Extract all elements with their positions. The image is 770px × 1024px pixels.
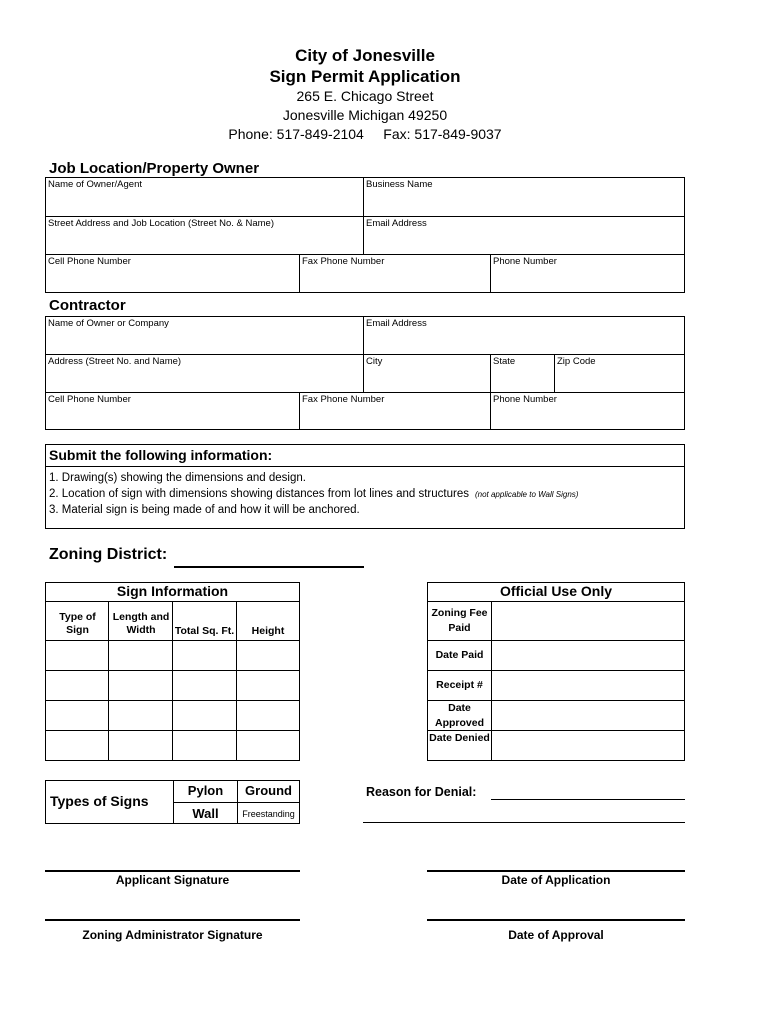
sign-cell[interactable]	[108, 640, 173, 671]
contractor-phone-field[interactable]	[490, 392, 685, 430]
reason-line-1[interactable]	[491, 799, 685, 800]
sign-col-height-label: Height	[251, 625, 285, 637]
pylon-label: Pylon	[187, 783, 224, 798]
submit-item-1: 1. Drawing(s) showing the dimensions and design.	[49, 472, 306, 484]
sign-cell[interactable]	[108, 670, 173, 701]
sign-cell[interactable]	[108, 700, 173, 731]
applicant-signature-label: Applicant Signature	[115, 873, 230, 887]
sign-info-title: Sign Information	[116, 583, 229, 599]
types-of-signs-label: Types of Signs	[50, 793, 149, 809]
submit-divider	[45, 466, 685, 467]
reason-for-denial-label: Reason for Denial:	[366, 785, 477, 799]
contractor-city-field[interactable]	[363, 354, 491, 393]
job-email-field[interactable]	[363, 216, 685, 255]
contractor-fax-field[interactable]	[299, 392, 491, 430]
zoning-admin-signature-line[interactable]	[45, 919, 300, 921]
contractor-address-label: Address (Street No. and Name)	[48, 356, 182, 367]
contractor-fax-label: Fax Phone Number	[302, 394, 385, 405]
date-of-application-label: Date of Application	[501, 873, 611, 887]
sign-col-length-label: Length and Width	[112, 611, 170, 636]
sign-cell[interactable]	[236, 640, 300, 671]
applicant-signature-line[interactable]	[45, 870, 300, 872]
sign-cell[interactable]	[236, 700, 300, 731]
job-fax-label: Fax Phone Number	[302, 256, 385, 267]
submit-item-2-text: 2. Location of sign with dimensions showing distances from lot lines and structures	[49, 488, 469, 500]
freestanding-label: Freestanding	[242, 809, 295, 819]
job-location-title: Job Location/Property Owner	[49, 160, 260, 177]
job-fax-field[interactable]	[299, 254, 491, 293]
ground-label: Ground	[245, 783, 292, 798]
submit-item-2	[49, 488, 578, 500]
official-date-paid-field[interactable]	[491, 640, 685, 671]
owner-agent-field[interactable]	[45, 177, 364, 217]
job-street-label: Street Address and Job Location (Street No. & Name)	[48, 218, 275, 229]
official-date-paid-label: Date Paid	[435, 649, 484, 661]
contractor-state-label: State	[493, 356, 516, 367]
zoning-district-label: Zoning District:	[49, 546, 168, 563]
street-address: 265 E. Chicago Street	[296, 88, 434, 104]
job-street-field[interactable]	[45, 216, 364, 255]
official-receipt-label: Receipt #	[436, 679, 483, 691]
sign-cell[interactable]	[236, 670, 300, 701]
contractor-state-field[interactable]	[490, 354, 555, 393]
date-of-approval-label: Date of Approval	[508, 928, 604, 942]
contractor-cell-field[interactable]	[45, 392, 300, 430]
official-approved-label: Date Approved	[434, 702, 484, 729]
job-email-label: Email Address	[366, 218, 427, 229]
official-title: Official Use Only	[499, 583, 613, 599]
contractor-address-field[interactable]	[45, 354, 364, 393]
phone-fax: Phone: 517-849-2104 Fax: 517-849-9037	[228, 126, 502, 142]
contractor-owner-field[interactable]	[45, 316, 364, 355]
city-state-zip: Jonesville Michigan 49250	[282, 107, 448, 123]
job-phone-field[interactable]	[490, 254, 685, 293]
contractor-email-label: Email Address	[366, 318, 427, 329]
city-title: City of Jonesville	[295, 46, 435, 65]
business-name-field[interactable]	[363, 177, 685, 217]
contractor-phone-label: Phone Number	[493, 394, 557, 405]
official-denied-field[interactable]	[491, 730, 685, 761]
contractor-city-label: City	[366, 356, 383, 367]
sign-cell[interactable]	[172, 700, 237, 731]
submit-item-2-note: (not applicable to Wall Signs)	[474, 490, 579, 499]
official-denied-label: Date Denied	[429, 732, 490, 744]
contractor-title: Contractor	[49, 297, 126, 314]
sign-col-total-label: Total Sq. Ft.	[174, 625, 235, 637]
job-cell-label: Cell Phone Number	[48, 256, 131, 267]
sign-col-type-label: Type of Sign	[59, 611, 96, 636]
sign-cell[interactable]	[45, 670, 109, 701]
sign-cell[interactable]	[172, 730, 237, 761]
contractor-cell-label: Cell Phone Number	[48, 394, 131, 405]
sign-cell[interactable]	[236, 730, 300, 761]
sign-cell[interactable]	[45, 730, 109, 761]
sign-cell[interactable]	[172, 640, 237, 671]
job-phone-label: Phone Number	[493, 256, 557, 267]
sign-cell[interactable]	[172, 670, 237, 701]
date-of-application-line[interactable]	[427, 870, 685, 872]
sign-cell[interactable]	[45, 700, 109, 731]
form-title: Sign Permit Application	[269, 67, 461, 86]
submit-title: Submit the following information:	[49, 447, 273, 463]
business-name-label: Business Name	[366, 179, 433, 190]
contractor-owner-label: Name of Owner or Company	[48, 318, 169, 329]
submit-item-3: 3. Material sign is being made of and how it will be anchored.	[49, 504, 360, 516]
official-fee-label: Zoning Fee Paid	[431, 607, 488, 634]
contractor-email-field[interactable]	[363, 316, 685, 355]
official-fee-field[interactable]	[491, 601, 685, 641]
owner-agent-label: Name of Owner/Agent	[48, 179, 142, 190]
official-approved-field[interactable]	[491, 700, 685, 731]
date-of-approval-line[interactable]	[427, 919, 685, 921]
official-receipt-field[interactable]	[491, 670, 685, 701]
sign-cell[interactable]	[108, 730, 173, 761]
sign-cell[interactable]	[45, 640, 109, 671]
contractor-zip-label: Zip Code	[557, 356, 596, 367]
wall-label: Wall	[192, 806, 219, 821]
reason-line-2[interactable]	[363, 822, 685, 823]
job-cell-field[interactable]	[45, 254, 300, 293]
zoning-admin-signature-label: Zoning Administrator Signature	[82, 928, 263, 942]
zoning-district-line[interactable]	[174, 566, 364, 568]
contractor-zip-field[interactable]	[554, 354, 685, 393]
